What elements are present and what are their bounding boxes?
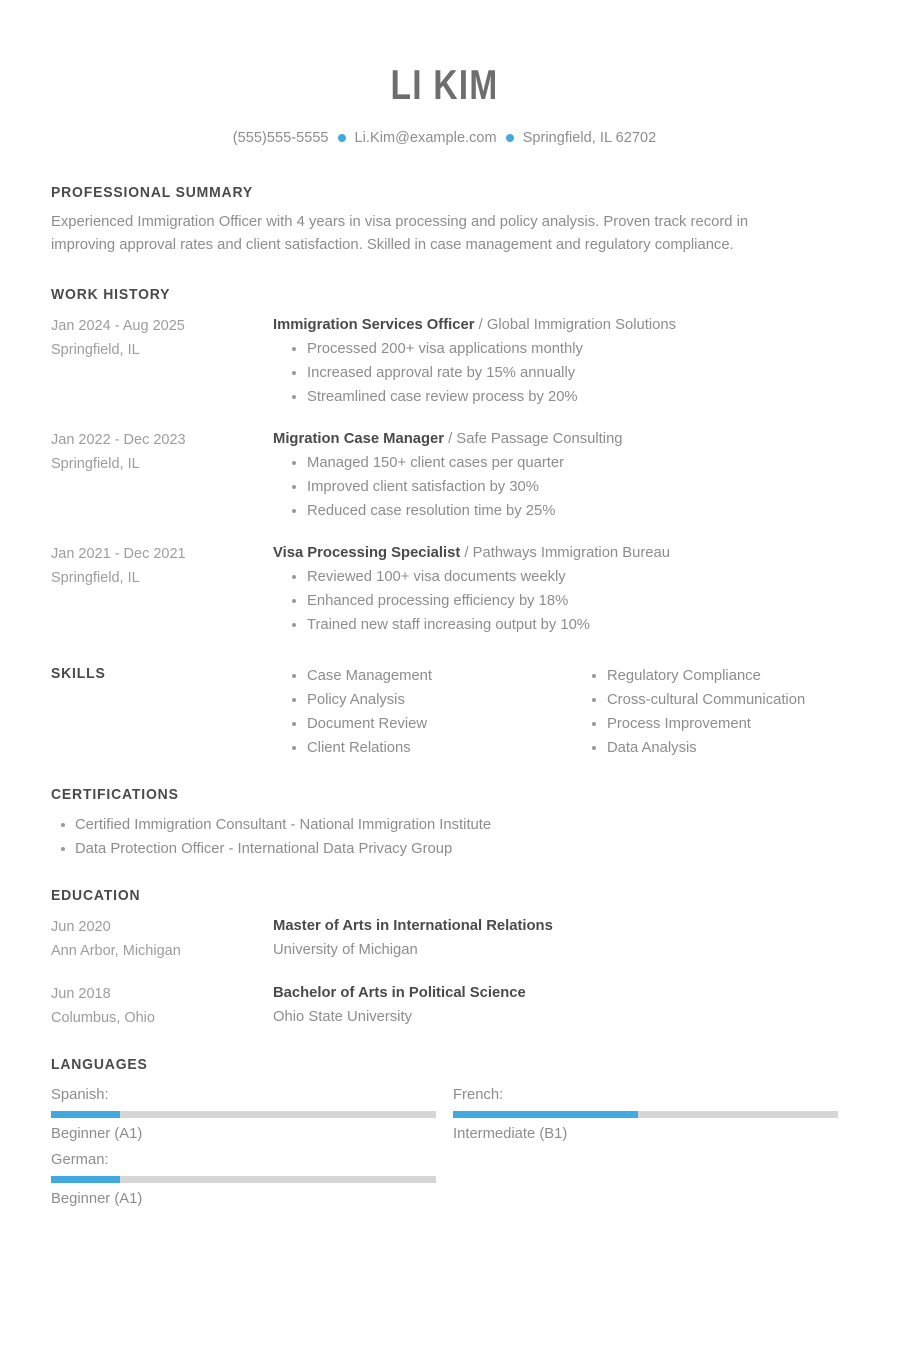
work-entry-company: Safe Passage Consulting (456, 431, 623, 447)
section-languages (51, 1056, 838, 1213)
work-bullet: Reviewed 100+ visa documents weekly (273, 565, 838, 589)
section-title-professional-summary: PROFESSIONAL SUMMARY (51, 184, 253, 201)
work-entry-company: Global Immigration Solutions (486, 317, 676, 333)
education-entry-meta (51, 981, 273, 1030)
work-entry-location: Springfield, IL (51, 456, 140, 472)
language-item (51, 1083, 436, 1146)
education-entry-body (273, 981, 838, 1029)
work-entry-bullets (273, 451, 838, 523)
work-bullet: Improved client satisfaction by 30% (273, 475, 838, 499)
section-title-education: EDUCATION (51, 887, 141, 904)
section-skills (51, 664, 838, 760)
resume-header (51, 0, 838, 146)
professional-summary-text: Experienced Immigration Officer with 4 years in visa processing and policy analysis. Proven track record in improving approval rates and client satisfaction. Skilled in case management and regulatory compliance. (51, 214, 749, 253)
education-entry-date: Jun 2018 (51, 986, 111, 1002)
language-proficiency-track (51, 1176, 436, 1183)
work-entry-location: Springfield, IL (51, 342, 140, 358)
skill-item: Case Management (273, 664, 573, 688)
bullet-separator-icon (506, 134, 514, 142)
education-entry (51, 981, 838, 1030)
work-entry-role: Visa Processing Specialist (273, 545, 461, 561)
work-entry-role: Immigration Services Officer (273, 317, 475, 333)
work-entry-meta (51, 313, 273, 362)
work-bullet: Increased approval rate by 15% annually (273, 361, 838, 385)
education-entry-degree: Bachelor of Arts in Political Science (273, 985, 526, 1001)
language-item (51, 1148, 436, 1211)
education-entry-school: Ohio State University (273, 1009, 412, 1025)
skills-columns (273, 664, 873, 760)
language-proficiency-fill (51, 1176, 120, 1183)
language-name: Spanish: (51, 1087, 109, 1103)
section-title-skills: SKILLS (51, 665, 106, 682)
work-entry-body (273, 541, 838, 637)
section-title-certifications: CERTIFICATIONS (51, 786, 179, 803)
work-bullet: Reduced case resolution time by 25% (273, 499, 838, 523)
education-entry (51, 914, 838, 963)
skills-column-2 (573, 664, 873, 760)
certifications-list (51, 813, 838, 861)
skill-item: Regulatory Compliance (573, 664, 873, 688)
work-entry-separator: / (474, 317, 487, 333)
work-bullet: Managed 150+ client cases per quarter (273, 451, 838, 475)
language-proficiency-fill (51, 1111, 120, 1118)
education-entry-degree-line (273, 981, 838, 1005)
work-entry-dates: Jan 2024 - Aug 2025 (51, 318, 185, 334)
certification-item: Data Protection Officer - International Data Privacy Group (51, 837, 838, 861)
work-entry (51, 427, 838, 523)
certification-item: Certified Immigration Consultant - National Immigration Institute (51, 813, 838, 837)
skill-item: Policy Analysis (273, 688, 573, 712)
section-title-languages: LANGUAGES (51, 1056, 148, 1073)
education-entry-school: University of Michigan (273, 942, 418, 958)
candidate-name: LI KIM (390, 61, 499, 108)
work-entry-company: Pathways Immigration Bureau (472, 545, 670, 561)
languages-grid (51, 1083, 838, 1213)
work-entry-dates: Jan 2021 - Dec 2021 (51, 546, 186, 562)
work-entry-meta (51, 427, 273, 476)
language-proficiency-track (51, 1111, 436, 1118)
education-entry-degree: Master of Arts in International Relations (273, 918, 553, 934)
skill-item: Client Relations (273, 736, 573, 760)
language-proficiency-track (453, 1111, 838, 1118)
language-name: French: (453, 1087, 504, 1103)
work-bullet: Streamlined case review process by 20% (273, 385, 838, 409)
education-entry-degree-line (273, 914, 838, 938)
language-proficiency-fill (453, 1111, 638, 1118)
work-entry-dates: Jan 2022 - Dec 2023 (51, 432, 186, 448)
skills-column-1 (273, 664, 573, 760)
language-level: Beginner (A1) (51, 1126, 143, 1142)
section-education (51, 887, 838, 1030)
bullet-separator-icon (338, 134, 346, 142)
language-name: German: (51, 1152, 109, 1168)
work-entry-body (273, 427, 838, 523)
work-entry-bullets (273, 565, 838, 637)
language-level: Intermediate (B1) (453, 1126, 568, 1142)
language-level: Beginner (A1) (51, 1191, 143, 1207)
section-title-work-history: WORK HISTORY (51, 286, 171, 303)
work-entry-bullets (273, 337, 838, 409)
work-entry (51, 313, 838, 409)
contact-location: Springfield, IL 62702 (522, 130, 657, 146)
work-entry-body (273, 313, 838, 409)
work-entry-location: Springfield, IL (51, 570, 140, 586)
education-entry-body (273, 914, 838, 962)
contact-line (51, 130, 838, 146)
work-entry-meta (51, 541, 273, 590)
skills-list-2 (573, 664, 873, 760)
skills-wrap (51, 664, 838, 760)
education-entry-date: Jun 2020 (51, 919, 111, 935)
section-work-history (51, 286, 838, 637)
work-bullet: Processed 200+ visa applications monthly (273, 337, 838, 361)
contact-phone: (555)555-5555 (232, 130, 329, 146)
education-entry-meta (51, 914, 273, 963)
section-professional-summary (51, 184, 838, 257)
work-entry (51, 541, 838, 637)
education-entry-location: Columbus, Ohio (51, 1010, 155, 1026)
skill-item: Data Analysis (573, 736, 873, 760)
contact-email: Li.Kim@example.com (354, 130, 497, 146)
work-entry-heading (273, 313, 838, 337)
section-certifications (51, 786, 838, 861)
education-entry-location: Ann Arbor, Michigan (51, 943, 181, 959)
skill-item: Process Improvement (573, 712, 873, 736)
skill-item: Cross-cultural Communication (573, 688, 873, 712)
work-entry-heading (273, 541, 838, 565)
work-entry-separator: / (460, 545, 473, 561)
work-entry-heading (273, 427, 838, 451)
language-item (453, 1083, 838, 1146)
skills-list-1 (273, 664, 573, 760)
work-entry-separator: / (444, 431, 457, 447)
work-bullet: Enhanced processing efficiency by 18% (273, 589, 838, 613)
skill-item: Document Review (273, 712, 573, 736)
work-entry-role: Migration Case Manager (273, 431, 445, 447)
work-bullet: Trained new staff increasing output by 10% (273, 613, 838, 637)
